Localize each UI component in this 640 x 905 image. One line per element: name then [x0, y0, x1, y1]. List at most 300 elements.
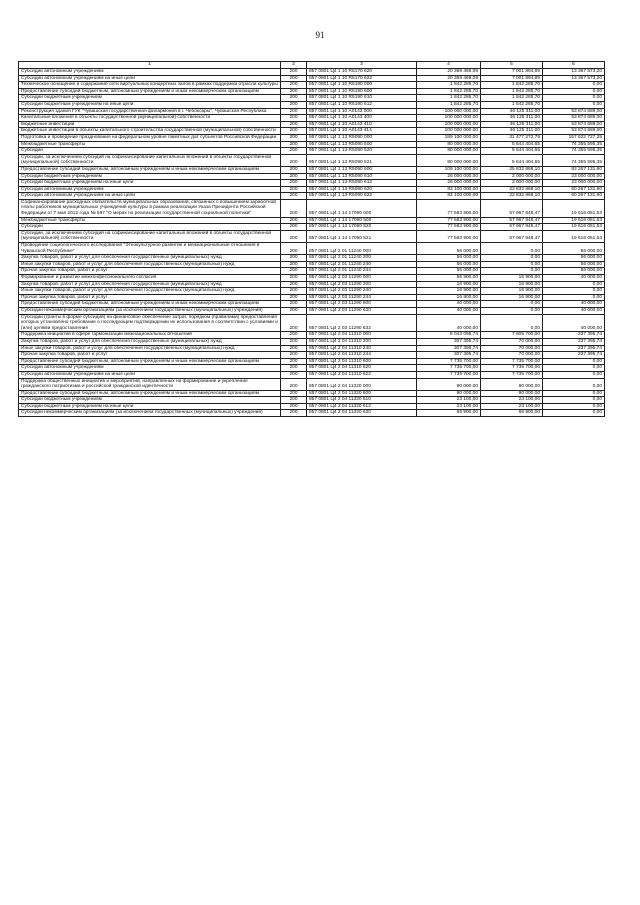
row-rest-cell: 60 267 131,90	[543, 186, 605, 193]
row-name-cell: Бюджетные инвестиции	[19, 121, 281, 128]
row-plan-cell: 90 000,00	[417, 378, 481, 390]
table-row	[19, 281, 605, 288]
row-exec-cell: 0,00	[481, 307, 543, 314]
row-admin-cell: 200	[281, 134, 307, 141]
row-code-cell: 857 0801 Ц4 2 04 11310 200	[307, 338, 417, 345]
row-admin-cell: 200	[281, 275, 307, 282]
row-rest-cell: 0,00	[543, 281, 605, 288]
row-code-cell: 957 0801 Ц4 1 13 R5090 520	[307, 148, 417, 155]
row-rest-cell: 56 000,00	[543, 261, 605, 268]
row-code-cell: 857 0801 Ц4 1 10 А0143 414	[307, 128, 417, 135]
table-row	[19, 352, 605, 359]
row-admin-cell: 200	[281, 410, 307, 417]
row-code-cell: 857 0801 Ц4 2 03 11290 244	[307, 294, 417, 301]
row-admin-cell: 200	[281, 108, 307, 115]
row-admin-cell: 200	[281, 338, 307, 345]
row-name-cell: Предоставление субсидий бюджетным, автономным учреждениям и иным некоммерческим организациям	[19, 358, 281, 365]
row-plan-cell: 8 043 095,74	[417, 332, 481, 339]
row-code-cell: 857 0801 Ц4 1 13 R5090 622	[307, 193, 417, 200]
row-code-cell: 857 0801 Ц4 2 03 11290 632	[307, 314, 417, 332]
row-name-cell: Субсидии (гранты в форме субсидий) на финансовое обеспечение затрат, порядком (правилами) предоставления которых установлено требование о последующем подтверждении их использования в соответствии с условиями и (или) целями предоставления	[19, 314, 281, 332]
row-rest-cell: 0,00	[543, 95, 605, 102]
row-exec-cell: 0,00	[481, 255, 543, 262]
row-name-cell: Капитальные вложения в объекты государственной (муниципальной) собственности	[19, 115, 281, 122]
row-name-cell: Субсидии автономным учреждениям	[19, 186, 281, 193]
row-code-cell: 957 0801 Ц4 1 13 R5090 000	[307, 134, 417, 141]
row-plan-cell: 80 000 000,00	[417, 154, 481, 166]
row-code-cell: 857 0801 Ц4 2 04 11320 630	[307, 410, 417, 417]
row-plan-cell: 23 100,00	[417, 403, 481, 410]
row-name-cell: Субсидии, за исключением субсидий на софинансирование капитальных вложений в объекты государственной (муниципальной) собственности	[19, 230, 281, 242]
row-name-cell: Субсидии автономным учреждениям на иные цели	[19, 75, 281, 82]
row-admin-cell: 200	[281, 314, 307, 332]
row-exec-cell: 1 842 285,70	[481, 82, 543, 89]
row-admin-cell: 200	[281, 141, 307, 148]
column-header: 5	[481, 62, 543, 69]
table-header-row	[19, 62, 605, 69]
table-row	[19, 301, 605, 308]
row-admin-cell: 200	[281, 294, 307, 301]
row-admin-cell: 200	[281, 365, 307, 372]
row-code-cell: 857 0801 Ц4 2 04 11310 244	[307, 352, 417, 359]
row-name-cell: Иные закупки товаров, работ и услуг для обеспечения государственных (муниципальных) нужд	[19, 261, 281, 268]
row-name-cell: Предоставление субсидий бюджетным, автономным учреждениям и иным некоммерческим организациям	[19, 166, 281, 173]
row-admin-cell: 200	[281, 358, 307, 365]
row-plan-cell: 83 100 000,00	[417, 193, 481, 200]
row-plan-cell: 80 000 000,00	[417, 141, 481, 148]
row-rest-cell: 53 874 689,00	[543, 108, 605, 115]
table-row	[19, 75, 605, 82]
row-admin-cell: 200	[281, 281, 307, 288]
row-rest-cell: 56 000,00	[543, 243, 605, 255]
row-code-cell: 857 0801 Ц4 1 10 R5170 622	[307, 75, 417, 82]
column-header: 6	[543, 62, 605, 69]
row-code-cell: 857 0801 Ц4 1 10 R5190 610	[307, 95, 417, 102]
row-plan-cell: 90 000,00	[417, 390, 481, 397]
row-plan-cell: 40 000,00	[417, 314, 481, 332]
row-plan-cell: 189 100 000,00	[417, 134, 481, 141]
table-row	[19, 173, 605, 180]
row-plan-cell: 56 000,00	[417, 243, 481, 255]
row-exec-cell: 70 000,00	[481, 352, 543, 359]
row-name-cell: Субсидии автономным учреждениям	[19, 69, 281, 76]
row-rest-cell: 0,00	[543, 397, 605, 404]
table-row	[19, 230, 605, 242]
row-code-cell: 857 0801 Ц4 2 03 11290 000	[307, 275, 417, 282]
row-exec-cell: 46 125 311,00	[481, 121, 543, 128]
row-code-cell: 857 0801 Ц4 1 10 А0143 000	[307, 108, 417, 115]
row-code-cell: 857 0801 Ц4 2 01 11240 200	[307, 255, 417, 262]
row-exec-cell: 57 967 848,47	[481, 230, 543, 242]
row-plan-cell: 56 000,00	[417, 261, 481, 268]
row-plan-cell: 40 000,00	[417, 301, 481, 308]
row-name-cell: Субсидии бюджетным учреждениям	[19, 95, 281, 102]
row-admin-cell: 200	[281, 173, 307, 180]
table-row	[19, 288, 605, 295]
row-plan-cell: 1 842 285,70	[417, 101, 481, 108]
row-rest-cell: 0,00	[543, 358, 605, 365]
table-row	[19, 378, 605, 390]
row-rest-cell: 74 355 595,35	[543, 148, 605, 155]
row-name-cell: Прочая закупка товаров, работ и услуг	[19, 268, 281, 275]
row-code-cell: 857 0801 Ц4 2 04 11320 610	[307, 397, 417, 404]
row-admin-cell: 200	[281, 332, 307, 339]
row-admin-cell: 200	[281, 307, 307, 314]
row-plan-cell: 77 583 900,00	[417, 230, 481, 242]
row-rest-cell: 13 367 573,20	[543, 75, 605, 82]
row-exec-cell: 23 100,00	[481, 397, 543, 404]
table-row	[19, 268, 605, 275]
row-plan-cell: 100 000 000,00	[417, 108, 481, 115]
row-plan-cell: 77 583 900,00	[417, 217, 481, 224]
row-rest-cell: 0,00	[543, 88, 605, 95]
row-exec-cell: 66 900,00	[481, 410, 543, 417]
row-exec-cell: 0,00	[481, 261, 543, 268]
table-row	[19, 307, 605, 314]
row-name-cell: Субсидии автономным учреждениям на иные цели	[19, 371, 281, 378]
row-exec-cell: 5 644 404,65	[481, 154, 543, 166]
table-row	[19, 134, 605, 141]
row-admin-cell: 200	[281, 193, 307, 200]
row-exec-cell: 7 735 700,00	[481, 365, 543, 372]
row-plan-cell: 80 000 000,00	[417, 148, 481, 155]
row-exec-cell: 57 967 848,47	[481, 199, 543, 217]
row-plan-cell: 16 900,00	[417, 288, 481, 295]
table-row	[19, 115, 605, 122]
row-code-cell: 857 0801 Ц4 1 14 17090 000	[307, 199, 417, 217]
row-plan-cell: 20 369 469,09	[417, 69, 481, 76]
table-row	[19, 224, 605, 231]
row-exec-cell: 25 832 868,10	[481, 166, 543, 173]
row-rest-cell: 53 874 689,00	[543, 121, 605, 128]
row-code-cell: 857 0801 Ц4 2 04 11310 600	[307, 358, 417, 365]
row-admin-cell: 200	[281, 75, 307, 82]
row-name-cell: Субсидии автономным учреждениям на иные цели	[19, 193, 281, 200]
table-row	[19, 199, 605, 217]
row-rest-cell: 237 395,74	[543, 338, 605, 345]
table-row	[19, 255, 605, 262]
row-admin-cell: 200	[281, 268, 307, 275]
row-rest-cell: 19 616 051,53	[543, 224, 605, 231]
row-plan-cell: 56 000,00	[417, 255, 481, 262]
row-plan-cell: 7 735 700,00	[417, 358, 481, 365]
row-exec-cell: 3 000 000,00	[481, 180, 543, 187]
row-admin-cell: 200	[281, 397, 307, 404]
row-code-cell: 857 0801 Ц4 1 10 R5170 620	[307, 69, 417, 76]
row-plan-cell: 307 395,74	[417, 352, 481, 359]
row-admin-cell: 200	[281, 180, 307, 187]
row-rest-cell: 56 000,00	[543, 255, 605, 262]
row-name-cell: Реконструкция здания ГУК "Чувашская государственная филармония в г. Чебоксары", Чувашская Республика	[19, 108, 281, 115]
table-row	[19, 95, 605, 102]
row-admin-cell: 200	[281, 88, 307, 95]
table-row	[19, 69, 605, 76]
row-exec-cell: 46 125 311,00	[481, 115, 543, 122]
row-exec-cell: 0,00	[481, 243, 543, 255]
row-code-cell: 857 0801 Ц4 2 04 11320 612	[307, 403, 417, 410]
row-rest-cell: 40 000,00	[543, 275, 605, 282]
table-row	[19, 141, 605, 148]
row-rest-cell: 13 367 573,20	[543, 69, 605, 76]
row-exec-cell: 7 805 700,00	[481, 332, 543, 339]
row-rest-cell: 0,00	[543, 294, 605, 301]
row-exec-cell: 3 000 000,00	[481, 173, 543, 180]
column-header: 2	[281, 62, 307, 69]
row-admin-cell: 200	[281, 154, 307, 166]
row-code-cell: 857 0801 Ц4 1 13 R5090 600	[307, 166, 417, 173]
row-name-cell: Техническое оснащение и содержание сети виртуальных концертных залов в рамках поддержки отрасли культуры	[19, 82, 281, 89]
column-header: 1	[19, 62, 281, 69]
row-code-cell: 857 0801 Ц4 2 04 11310 240	[307, 345, 417, 352]
row-code-cell: 857 0801 Ц4 2 01 11240 000	[307, 243, 417, 255]
row-rest-cell: 0,00	[543, 365, 605, 372]
row-rest-cell: 56 000,00	[543, 268, 605, 275]
row-admin-cell: 200	[281, 199, 307, 217]
budget-table	[18, 61, 605, 417]
table-row	[19, 345, 605, 352]
row-exec-cell: 7 001 894,89	[481, 75, 543, 82]
row-name-cell: Подготовка и проведение празднования на федеральном уровне памятных дат субъектов Российской Федерации	[19, 134, 281, 141]
row-exec-cell: 23 100,00	[481, 403, 543, 410]
row-name-cell: Закупка товаров, работ и услуг для обеспечения государственных (муниципальных) нужд	[19, 281, 281, 288]
row-admin-cell: 200	[281, 186, 307, 193]
row-exec-cell: 46 125 311,00	[481, 128, 543, 135]
table-row	[19, 121, 605, 128]
row-name-cell: Субсидии	[19, 224, 281, 231]
row-name-cell: Межбюджетные трансферты	[19, 217, 281, 224]
row-rest-cell: 40 000,00	[543, 301, 605, 308]
row-admin-cell: 200	[281, 128, 307, 135]
table-row	[19, 332, 605, 339]
row-plan-cell: 1 842 285,70	[417, 95, 481, 102]
table-row	[19, 275, 605, 282]
row-rest-cell: 0,00	[543, 403, 605, 410]
row-rest-cell: 157 622 727,25	[543, 134, 605, 141]
row-name-cell: Закупка товаров, работ и услуг для обеспечения государственных (муниципальных) нужд	[19, 338, 281, 345]
row-code-cell: 857 0801 Ц4 2 01 11240 244	[307, 268, 417, 275]
row-plan-cell: 16 900,00	[417, 294, 481, 301]
row-admin-cell: 200	[281, 95, 307, 102]
row-name-cell: Субсидии бюджетным учреждениям	[19, 397, 281, 404]
row-plan-cell: 7 735 700,00	[417, 365, 481, 372]
table-row	[19, 108, 605, 115]
row-name-cell: Иные закупки товаров, работ и услуг для обеспечения государственных (муниципальных) нужд	[19, 288, 281, 295]
row-code-cell: 857 0801 Ц4 2 04 11310 622	[307, 371, 417, 378]
table-row	[19, 294, 605, 301]
row-exec-cell: 57 967 848,47	[481, 224, 543, 231]
table-row	[19, 128, 605, 135]
row-name-cell: Субсидии бюджетным учреждениям на иные цели	[19, 403, 281, 410]
row-plan-cell: 20 369 469,09	[417, 75, 481, 82]
row-plan-cell: 66 900,00	[417, 410, 481, 417]
row-admin-cell: 200	[281, 82, 307, 89]
row-name-cell: Предоставление субсидий бюджетным, автономным учреждениям и иным некоммерческим организациям	[19, 301, 281, 308]
row-exec-cell: 0,00	[481, 314, 543, 332]
row-admin-cell: 200	[281, 390, 307, 397]
table-row	[19, 358, 605, 365]
row-admin-cell: 200	[281, 288, 307, 295]
table-row	[19, 314, 605, 332]
row-code-cell: 857 0801 Ц4 2 03 11290 200	[307, 281, 417, 288]
row-name-cell: Иные закупки товаров, работ и услуг для обеспечения государственных (муниципальных) нужд	[19, 345, 281, 352]
row-code-cell: 857 0801 Ц4 1 10 А0143 410	[307, 121, 417, 128]
row-admin-cell: 200	[281, 243, 307, 255]
row-rest-cell: 40 000,00	[543, 307, 605, 314]
row-exec-cell: 70 000,00	[481, 338, 543, 345]
row-plan-cell: 83 100 000,00	[417, 186, 481, 193]
row-code-cell: 857 0801 Ц4 1 10 R5190 612	[307, 101, 417, 108]
row-name-cell: Проведение социологического исследования "Этнокультурное развитие и межнациональные отношения в Чувашской Республике"	[19, 243, 281, 255]
row-exec-cell: 16 900,00	[481, 294, 543, 301]
row-exec-cell: 1 842 285,70	[481, 101, 543, 108]
row-code-cell: 957 0801 Ц4 1 13 R5090 521	[307, 154, 417, 166]
row-exec-cell: 22 832 868,10	[481, 193, 543, 200]
table-row	[19, 180, 605, 187]
row-plan-cell: 7 735 700,00	[417, 371, 481, 378]
row-code-cell: 957 0801 Ц4 1 13 R5090 500	[307, 141, 417, 148]
row-plan-cell: 109 100 000,00	[417, 166, 481, 173]
row-plan-cell: 26 000 000,00	[417, 173, 481, 180]
row-name-cell: Субсидии некоммерческим организациям (за исключением государственных (муниципальных) учреждений)	[19, 307, 281, 314]
row-admin-cell: 200	[281, 345, 307, 352]
table-body	[19, 69, 605, 417]
table-row	[19, 101, 605, 108]
row-exec-cell: 5 644 404,65	[481, 148, 543, 155]
row-rest-cell: 19 616 051,53	[543, 199, 605, 217]
table-row	[19, 390, 605, 397]
row-code-cell: 857 0801 Ц4 2 03 11290 630	[307, 307, 417, 314]
page-number: 91	[315, 30, 325, 40]
table-row	[19, 193, 605, 200]
table-row	[19, 243, 605, 255]
row-rest-cell: 237 395,74	[543, 352, 605, 359]
row-rest-cell: 53 874 689,00	[543, 128, 605, 135]
row-name-cell: Субсидии автономным учреждениям	[19, 365, 281, 372]
row-admin-cell: 200	[281, 69, 307, 76]
row-rest-cell: 23 000 000,00	[543, 180, 605, 187]
row-name-cell: Предоставление субсидий бюджетным, автономным учреждениям и иным некоммерческим организациям	[19, 390, 281, 397]
row-plan-cell: 77 583 900,00	[417, 199, 481, 217]
row-admin-cell: 200	[281, 166, 307, 173]
row-rest-cell: 0,00	[543, 371, 605, 378]
table-row	[19, 397, 605, 404]
row-admin-cell: 200	[281, 224, 307, 231]
row-exec-cell: 22 832 868,10	[481, 186, 543, 193]
row-code-cell: 857 0801 Ц4 1 14 17090 521	[307, 230, 417, 242]
row-code-cell: 857 0801 Ц4 1 13 R5090 610	[307, 173, 417, 180]
row-code-cell: 857 0801 Ц4 2 04 11320 600	[307, 390, 417, 397]
table-row	[19, 371, 605, 378]
row-exec-cell: 1 842 285,70	[481, 88, 543, 95]
row-plan-cell: 56 000,00	[417, 268, 481, 275]
row-exec-cell: 5 644 404,65	[481, 141, 543, 148]
row-rest-cell: 0,00	[543, 410, 605, 417]
row-admin-cell: 200	[281, 230, 307, 242]
column-header: 4	[417, 62, 481, 69]
row-name-cell: Субсидии некоммерческим организациям (за исключением государственных (муниципальных) учреждений)	[19, 410, 281, 417]
row-exec-cell: 7 735 700,00	[481, 358, 543, 365]
table-row	[19, 410, 605, 417]
row-plan-cell: 307 395,74	[417, 345, 481, 352]
row-exec-cell: 16 900,00	[481, 288, 543, 295]
row-exec-cell: 16 900,00	[481, 281, 543, 288]
row-admin-cell: 200	[281, 403, 307, 410]
row-name-cell: Межбюджетные трансферты	[19, 141, 281, 148]
row-exec-cell: 0,00	[481, 268, 543, 275]
row-name-cell: Поддержка инициатив в сфере гармонизации межнациональных отношений	[19, 332, 281, 339]
row-rest-cell: 237 395,74	[543, 345, 605, 352]
row-exec-cell: 70 000,00	[481, 345, 543, 352]
table-row	[19, 88, 605, 95]
row-rest-cell: 19 616 051,53	[543, 230, 605, 242]
row-plan-cell: 16 900,00	[417, 281, 481, 288]
row-rest-cell: 0,00	[543, 288, 605, 295]
row-rest-cell: 0,00	[543, 390, 605, 397]
row-exec-cell: 0,00	[481, 301, 543, 308]
row-name-cell: Предоставление субсидий бюджетным, автономным учреждениям и иным некоммерческим организациям	[19, 88, 281, 95]
row-name-cell: Субсидии, за исключением субсидий на софинансирование капитальных вложений в объекты государственной (муниципальной) собственности	[19, 154, 281, 166]
row-plan-cell: 77 583 900,00	[417, 224, 481, 231]
row-name-cell: Прочая закупка товаров, работ и услуг	[19, 352, 281, 359]
table-row	[19, 166, 605, 173]
table-row	[19, 403, 605, 410]
row-exec-cell: 1 842 285,70	[481, 95, 543, 102]
row-exec-cell: 90 000,00	[481, 378, 543, 390]
row-admin-cell: 200	[281, 371, 307, 378]
row-rest-cell: 74 355 595,35	[543, 154, 605, 166]
row-name-cell: Закупка товаров, работ и услуг для обеспечения государственных (муниципальных) нужд	[19, 255, 281, 262]
row-plan-cell: 1 842 285,70	[417, 88, 481, 95]
row-code-cell: 857 0801 Ц4 1 10 R5190 000	[307, 82, 417, 89]
row-code-cell: 857 0801 Ц4 1 13 R5090 612	[307, 180, 417, 187]
row-rest-cell: 0,00	[543, 82, 605, 89]
row-rest-cell: 60 267 131,90	[543, 193, 605, 200]
column-header: 3	[307, 62, 417, 69]
row-admin-cell: 200	[281, 352, 307, 359]
row-plan-cell: 23 100,00	[417, 397, 481, 404]
row-plan-cell: 307 395,74	[417, 338, 481, 345]
row-name-cell: Субсидии бюджетным учреждениям	[19, 173, 281, 180]
row-rest-cell: 237 395,74	[543, 332, 605, 339]
row-rest-cell: 0,00	[543, 378, 605, 390]
row-plan-cell: 1 842 285,70	[417, 82, 481, 89]
row-exec-cell: 16 900,00	[481, 275, 543, 282]
table-row	[19, 186, 605, 193]
row-rest-cell: 53 874 689,00	[543, 115, 605, 122]
row-code-cell: 857 0801 Ц4 2 03 11290 600	[307, 301, 417, 308]
row-exec-cell: 90 000,00	[481, 390, 543, 397]
row-rest-cell: 23 000 000,00	[543, 173, 605, 180]
row-rest-cell: 0,00	[543, 101, 605, 108]
row-code-cell: 857 0801 Ц4 1 13 R5090 620	[307, 186, 417, 193]
row-plan-cell: 26 000 000,00	[417, 180, 481, 187]
row-name-cell: Поддержка общественных инициатив и мероприятий, направленных на формирование и укрепление гражданского патриотизма и российской гражданской идентичности	[19, 378, 281, 390]
row-admin-cell: 200	[281, 301, 307, 308]
row-code-cell: 857 0801 Ц4 1 10 R5190 600	[307, 88, 417, 95]
row-plan-cell: 40 000,00	[417, 307, 481, 314]
row-rest-cell: 40 000,00	[543, 314, 605, 332]
row-exec-cell: 7 001 894,89	[481, 69, 543, 76]
row-plan-cell: 100 000 000,00	[417, 115, 481, 122]
row-code-cell: 857 0801 Ц4 1 14 17090 520	[307, 224, 417, 231]
row-name-cell: Софинансирование расходных обязательств муниципальных образований, связанных с повышением заработной платы работников муниципальных учреждений культуры в рамках реализации Указа Президента Российской Федерации от 7 мая 2012 года № 597 "О мерах по реализации государственной социальной политики"	[19, 199, 281, 217]
row-admin-cell: 200	[281, 378, 307, 390]
row-rest-cell: 74 355 595,35	[543, 141, 605, 148]
row-plan-cell: 100 000 000,00	[417, 128, 481, 135]
row-exec-cell: 31 477 272,75	[481, 134, 543, 141]
row-name-cell: Субсидии бюджетным учреждениям на иные цели	[19, 101, 281, 108]
table-row	[19, 261, 605, 268]
